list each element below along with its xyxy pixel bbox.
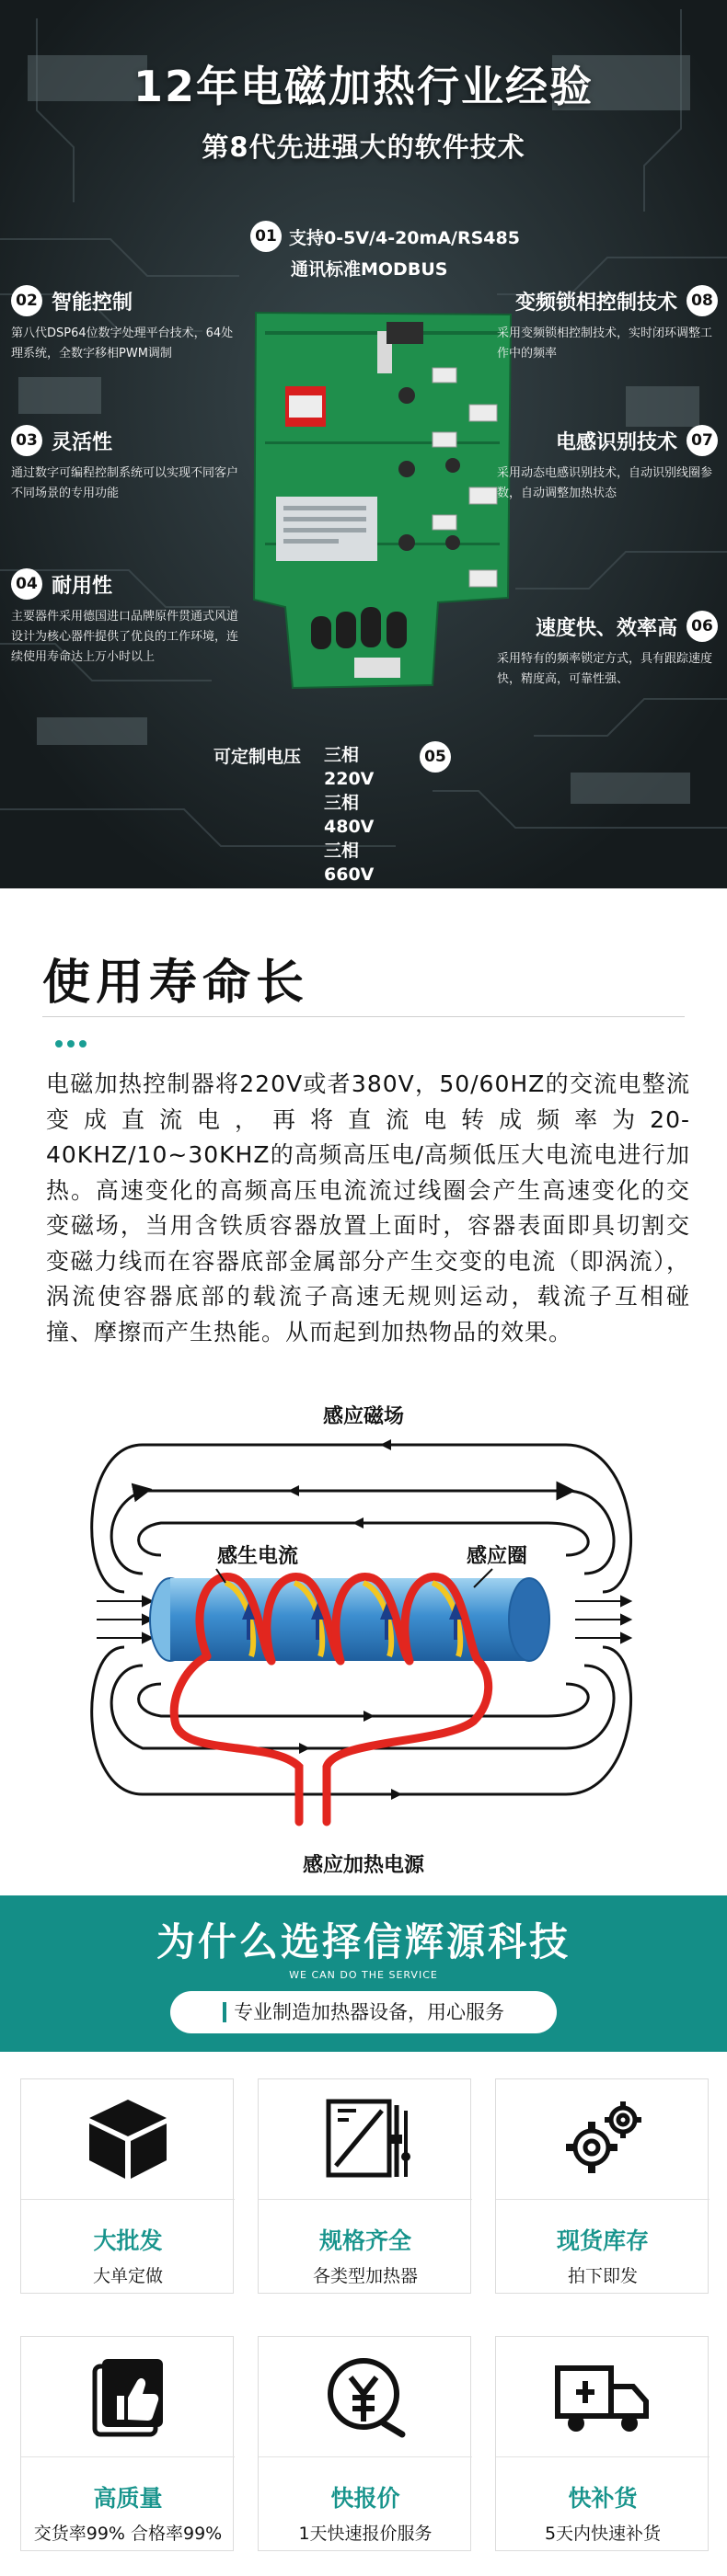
feature-title: 可定制电压 [213, 747, 302, 767]
feature-08 [497, 285, 718, 364]
feature-number-badge: 07 [687, 425, 718, 456]
feature-title: 支持0-5V/4-20mA/RS485 [289, 227, 520, 248]
card-fast-restock [495, 2336, 709, 2551]
feature-06 [497, 611, 718, 690]
feature-title: 变频锁相控制技术 [514, 291, 677, 315]
feature-number-badge: 02 [11, 285, 42, 316]
feature-number-badge: 08 [687, 285, 718, 316]
why-title: 为什么选择信辉源科技 [156, 1919, 571, 1964]
feature-description: 主要器件采用德国进口品牌原件贯通式风道设计为核心器件提供了优良的工作环境，连续使用寿命达上万小时以上 [11, 610, 239, 664]
feature-line2: 通讯标准MODBUS [291, 259, 448, 280]
service-slogan: 专业制造加热器设备，用心服务 [234, 2001, 504, 2023]
card-note: 拍下即发 [567, 2266, 638, 2286]
feature-title: 灵活性 [52, 430, 113, 454]
card-in-stock [495, 2078, 709, 2294]
label-induced-current: 感生电流 [216, 1545, 299, 1568]
section-title: 使用寿命长 [42, 956, 310, 1011]
feature-description: 采用变频锁相控制技术，实时闭环调整工作中的频率 [497, 326, 713, 361]
hero-title: 12年电磁加热行业经验 [133, 62, 594, 111]
card-full-specs [258, 2078, 471, 2294]
feature-01 [250, 221, 520, 280]
feature-03 [11, 425, 241, 504]
box-icon [82, 2092, 174, 2184]
yuan-quote-icon [319, 2350, 411, 2442]
card-fast-quote [258, 2336, 471, 2551]
hero-subtitle: 第8代先进强大的软件技术 [202, 132, 525, 163]
delivery-truck-icon [552, 2350, 653, 2442]
pill-accent-bar [223, 2002, 226, 2022]
feature-title: 耐用性 [52, 574, 113, 598]
card-note: 各类型加热器 [312, 2266, 418, 2286]
feature-description: 第八代DSP64位数字处理平台技术，64处理系统，全数字移相PWM调制 [11, 326, 234, 361]
card-note: 5天内快速补货 [544, 2524, 662, 2544]
why-choose-section [0, 1895, 727, 2052]
label-induction-coil: 感应圈 [466, 1545, 528, 1568]
feature-title: 智能控制 [52, 291, 133, 315]
card-title: 高质量 [93, 2485, 163, 2512]
feature-number-badge: 06 [687, 611, 718, 642]
service-slogan-pill [170, 1991, 557, 2033]
label-magnetic-field: 感应磁场 [322, 1405, 405, 1428]
card-wholesale [20, 2078, 234, 2294]
long-life-section [0, 888, 727, 1895]
induction-heating-diagram [87, 1390, 640, 1831]
feature-04 [11, 568, 241, 668]
card-title: 现货库存 [556, 2227, 649, 2254]
feature-number-badge: 03 [11, 425, 42, 456]
control-board-image [248, 303, 515, 699]
card-title: 快补货 [568, 2485, 638, 2512]
voltage-option: 三相660V [324, 841, 375, 885]
card-title: 快报价 [330, 2485, 400, 2512]
thumbs-up-icon [82, 2350, 174, 2442]
feature-description: 采用动态电感识别技术，自动识别线圈参数，自动调整加热状态 [497, 466, 713, 500]
feature-number-badge: 05 [420, 741, 451, 773]
card-title: 大批发 [93, 2227, 163, 2254]
gears-icon [557, 2092, 649, 2184]
label-power-supply: 感应加热电源 [302, 1854, 424, 1877]
principle-paragraph: 电磁加热控制器将220V或者380V，50/60HZ的交流电整流变成直流电，再将直流电转成频率为20-40KHZ/10~30KHZ的高频高压电/高频低压大电流电进行加热。高速变化的高频高压电流流过线圈会产生高速变化的交变磁场，当用含铁质容器放置上面时，容器表面即具切割交变磁力线而在容器底部金属部分产生交变的电流（即涡流），涡流使容器底部的载流子高速无规则运动，载流子互相碰撞、摩擦而产生热能。从而起到加热物品的效果。 [46, 1070, 690, 1345]
feature-description: 采用特有的频率锁定方式，具有跟踪速度快，精度高，可靠性强、 [497, 652, 713, 686]
card-note: 1天快速报价服务 [298, 2524, 433, 2544]
feature-07 [497, 425, 718, 504]
feature-number-badge: 01 [250, 221, 282, 252]
voltage-option: 三相220V [324, 745, 375, 789]
card-note: 交货率99% 合格率99% [33, 2524, 223, 2544]
title-divider [42, 1016, 685, 1017]
card-note: 大单定做 [92, 2266, 163, 2286]
why-subtitle-en: WE CAN DO THE SERVICE [289, 1969, 438, 1981]
feature-title: 电感识别技术 [555, 430, 677, 454]
card-title: 规格齐全 [318, 2227, 411, 2254]
advantage-cards [0, 2052, 727, 2576]
feature-number-badge: 04 [11, 568, 42, 600]
feature-title: 速度快、效率高 [535, 616, 677, 640]
feature-05 [213, 743, 446, 885]
hero-section [0, 0, 727, 888]
decorative-dots [55, 1034, 91, 1051]
feature-description: 通过数字可编程控制系统可以实现不同客户不同场景的专用功能 [11, 466, 239, 500]
card-high-quality [20, 2336, 234, 2551]
ruler-tools-icon [319, 2092, 411, 2184]
feature-02 [11, 285, 241, 364]
voltage-option: 三相480V [324, 793, 375, 837]
